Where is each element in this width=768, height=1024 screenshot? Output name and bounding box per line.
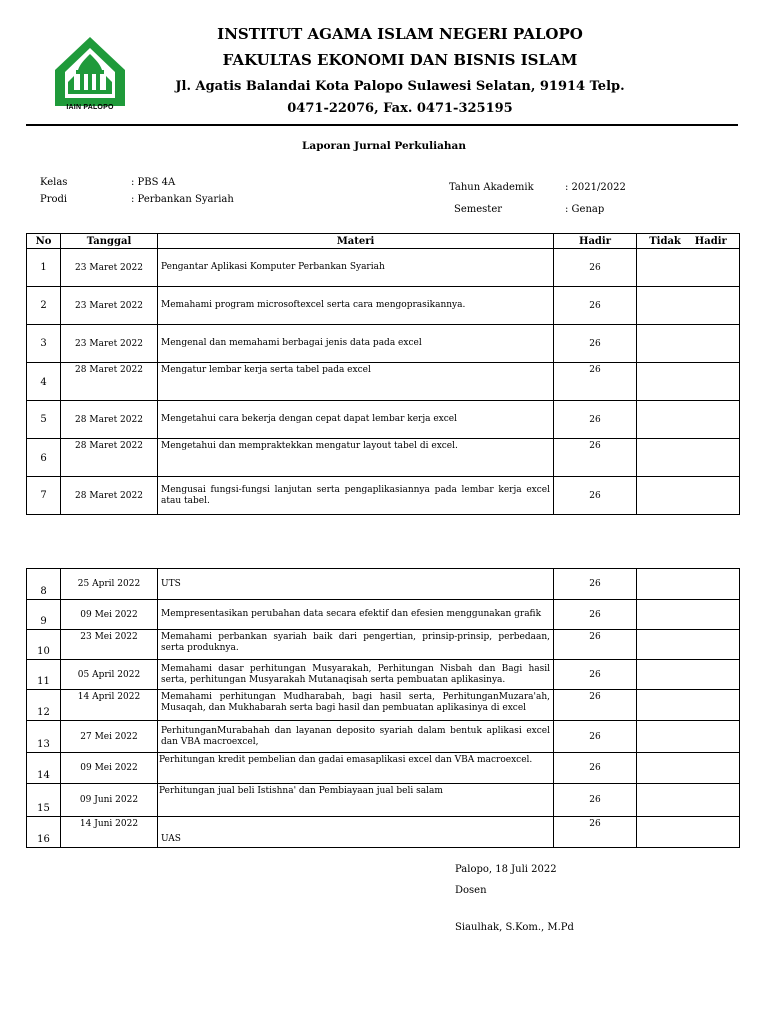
kelas-value: : PBS 4A (131, 177, 176, 188)
row-tanggal: 09 Juni 2022 (61, 784, 158, 817)
table-row (27, 325, 740, 363)
row-no: 16 (27, 817, 61, 848)
logo-caption: IAIN PALOPO (66, 104, 114, 111)
row-tanggal: 14 April 2022 (61, 690, 158, 721)
row-tanggal: 23 Maret 2022 (61, 287, 158, 325)
row-no: 6 (27, 439, 61, 477)
row-hadir: 26 (554, 363, 637, 401)
row-tanggal: 25 April 2022 (61, 569, 158, 600)
row-tidak-hadir (637, 363, 740, 401)
row-tidak-hadir (637, 753, 740, 784)
row-no: 4 (27, 363, 61, 401)
row-tidak-hadir (637, 721, 740, 753)
row-tidak-hadir (637, 817, 740, 848)
row-hadir: 26 (554, 325, 637, 363)
table-row (27, 363, 740, 401)
row-tidak-hadir (637, 600, 740, 630)
tahun-akademik-value: : 2021/2022 (565, 182, 626, 193)
kelas-label: Kelas (40, 177, 68, 188)
row-materi: Memahami perbankan syariah baik dari pengertian, prinsip-prinsip, perbedaan, serta produknya. (158, 630, 554, 660)
signature-role: Dosen (455, 885, 487, 896)
row-tidak-hadir (637, 439, 740, 477)
prodi-value: : Perbankan Syariah (131, 194, 234, 205)
row-materi: Pengantar Aplikasi Komputer Perbankan Syariah (158, 249, 554, 287)
table-row (27, 401, 740, 439)
row-tidak-hadir (637, 401, 740, 439)
row-tanggal: 09 Mei 2022 (61, 753, 158, 784)
row-hadir: 26 (554, 569, 637, 600)
journal-table-part-1 (26, 233, 740, 515)
table-row (27, 784, 740, 817)
address-line-1: Jl. Agatis Balandai Kota Palopo Sulawesi Selatan, 91914 Telp. (175, 79, 625, 94)
tahun-akademik-label: Tahun Akademik (449, 182, 534, 193)
col-hadir: Hadir (554, 234, 637, 249)
row-tanggal: 28 Maret 2022 (61, 477, 158, 515)
row-tanggal: 27 Mei 2022 (61, 721, 158, 753)
row-hadir: 26 (554, 401, 637, 439)
row-no: 8 (27, 569, 61, 600)
row-tanggal: 23 Maret 2022 (61, 249, 158, 287)
row-tanggal: 14 Juni 2022 (61, 817, 158, 848)
row-tanggal: 28 Maret 2022 (61, 401, 158, 439)
row-materi: Memahami dasar perhitungan Musyarakah, Perhitungan Nisbah dan Bagi hasil serta, perhitungan Musyarakah Mutanaqisah serta pembuatan aplikasinya. (158, 660, 554, 690)
report-title: Laporan Jurnal Perkuliahan (302, 140, 466, 152)
row-materi: Perhitungan jual beli Istishna' dan Pembiayaan jual beli salam (158, 784, 554, 817)
row-tidak-hadir (637, 690, 740, 721)
row-hadir: 26 (554, 784, 637, 817)
row-tanggal: 23 Mei 2022 (61, 630, 158, 660)
col-materi: Materi (158, 234, 554, 249)
col-tanggal: Tanggal (61, 234, 158, 249)
row-hadir: 26 (554, 249, 637, 287)
table-row (27, 690, 740, 721)
address-line-2: 0471-22076, Fax. 0471-325195 (287, 101, 513, 116)
row-hadir: 26 (554, 753, 637, 784)
row-hadir: 26 (554, 477, 637, 515)
row-materi: UTS (158, 569, 554, 600)
row-no: 3 (27, 325, 61, 363)
row-no: 1 (27, 249, 61, 287)
row-tidak-hadir (637, 660, 740, 690)
row-hadir: 26 (554, 721, 637, 753)
row-hadir: 26 (554, 630, 637, 660)
row-no: 2 (27, 287, 61, 325)
row-no: 5 (27, 401, 61, 439)
institution-name: INSTITUT AGAMA ISLAM NEGERI PALOPO (217, 25, 583, 43)
table-row (27, 439, 740, 477)
table-row (27, 569, 740, 600)
table-row (27, 817, 740, 848)
table-row (27, 600, 740, 630)
col-tidak-hadir: Tidak Hadir (637, 234, 740, 249)
semester-label: Semester (454, 204, 503, 215)
row-hadir: 26 (554, 690, 637, 721)
row-materi: UAS (158, 817, 554, 848)
row-tidak-hadir (637, 784, 740, 817)
semester-value: : Genap (565, 204, 605, 215)
table-row (27, 287, 740, 325)
row-materi: Mengetahui cara bekerja dengan cepat dapat lembar kerja excel (158, 401, 554, 439)
row-tanggal: 28 Maret 2022 (61, 439, 158, 477)
row-no: 14 (27, 753, 61, 784)
row-tanggal: 09 Mei 2022 (61, 600, 158, 630)
row-materi: Memahami perhitungan Mudharabah, bagi hasil serta, PerhitunganMuzara'ah, Musaqah, dan Mukhabarah serta bagi hasil dan pembuatan aplikasinya di excel (158, 690, 554, 721)
table-row (27, 753, 740, 784)
row-no: 11 (27, 660, 61, 690)
header-divider (26, 124, 738, 126)
row-no: 9 (27, 600, 61, 630)
row-tanggal: 23 Maret 2022 (61, 325, 158, 363)
row-materi: Mengenal dan memahami berbagai jenis data pada excel (158, 325, 554, 363)
row-materi: Mengetahui dan mempraktekkan mengatur layout tabel di excel. (158, 439, 554, 477)
row-hadir: 26 (554, 660, 637, 690)
row-hadir: 26 (554, 817, 637, 848)
row-tidak-hadir (637, 325, 740, 363)
table-row (27, 721, 740, 753)
row-hadir: 26 (554, 287, 637, 325)
row-tidak-hadir (637, 249, 740, 287)
row-tanggal: 05 April 2022 (61, 660, 158, 690)
row-no: 15 (27, 784, 61, 817)
row-no: 10 (27, 630, 61, 660)
col-no: No (27, 234, 61, 249)
journal-table-part-2 (26, 568, 740, 848)
row-no: 7 (27, 477, 61, 515)
row-materi: Mengusai fungsi-fungsi lanjutan serta pengaplikasiannya pada lembar kerja excel atau tabel. (158, 477, 554, 515)
row-tidak-hadir (637, 569, 740, 600)
table-header-row (27, 234, 740, 249)
row-materi: Perhitungan kredit pembelian dan gadai emasaplikasi excel dan VBA macroexcel. (158, 753, 554, 784)
table-row (27, 477, 740, 515)
prodi-label: Prodi (40, 194, 68, 205)
row-materi: Memahami program microsoftexcel serta cara mengoprasikannya. (158, 287, 554, 325)
place-date: Palopo, 18 Juli 2022 (455, 864, 557, 875)
row-hadir: 26 (554, 600, 637, 630)
row-materi: Mengatur lembar kerja serta tabel pada excel (158, 363, 554, 401)
row-tidak-hadir (637, 630, 740, 660)
row-tidak-hadir (637, 477, 740, 515)
row-tidak-hadir (637, 287, 740, 325)
row-no: 12 (27, 690, 61, 721)
row-no: 13 (27, 721, 61, 753)
row-tanggal: 28 Maret 2022 (61, 363, 158, 401)
row-hadir: 26 (554, 439, 637, 477)
table-row (27, 249, 740, 287)
row-materi: PerhitunganMurabahah dan layanan deposito syariah dalam bentuk aplikasi excel dan VBA macroexcel, (158, 721, 554, 753)
row-materi: Mempresentasikan perubahan data secara efektif dan efesien menggunakan grafik (158, 600, 554, 630)
table-row (27, 630, 740, 660)
table-row (27, 660, 740, 690)
lecturer-name: Siaulhak, S.Kom., M.Pd (455, 922, 574, 933)
faculty-name: FAKULTAS EKONOMI DAN BISNIS ISLAM (222, 51, 578, 69)
